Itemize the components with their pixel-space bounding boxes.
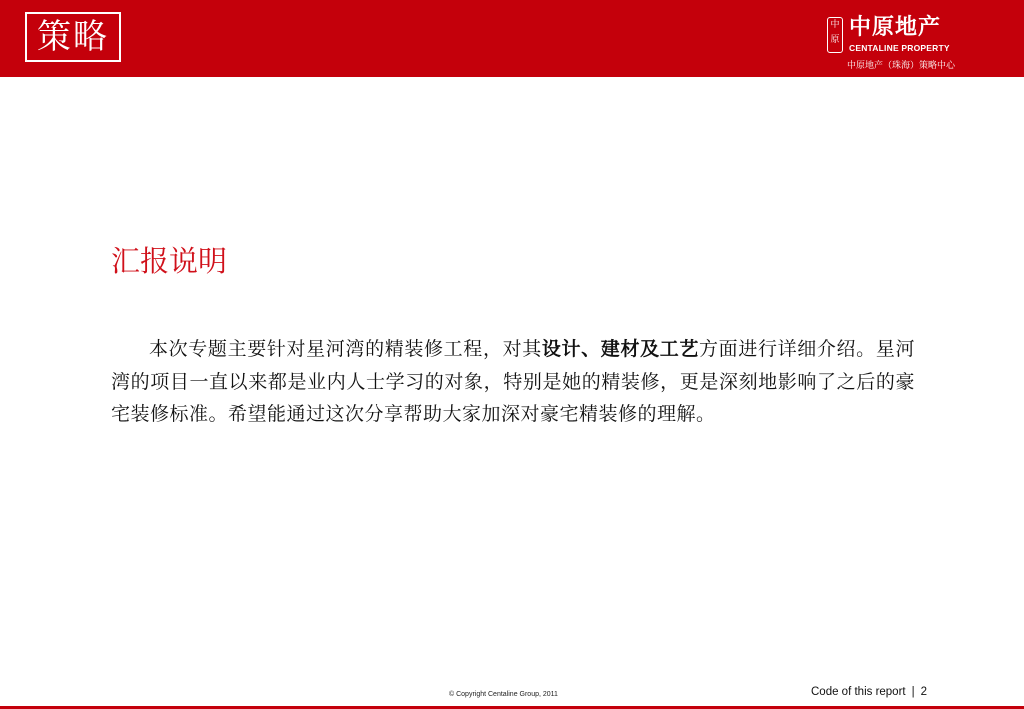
copyright-notice: © Copyright Centaline Group, 2011 xyxy=(449,691,558,698)
header-bar xyxy=(0,0,1024,77)
body-text-part1: 本次专题主要针对星河湾的精装修工程，对其 xyxy=(149,338,542,360)
body-text-emphasis: 设计、建材及工艺 xyxy=(541,338,700,360)
report-code xyxy=(811,686,927,698)
centaline-brand xyxy=(827,14,1017,72)
report-code-label: Code of this report xyxy=(811,686,906,698)
footer-separator: | xyxy=(911,686,915,698)
body-paragraph xyxy=(111,333,915,431)
centaline-emblem-icon: 中原 xyxy=(827,17,843,53)
body-text-part2: 方面进行详细介绍。星河湾的项目一直以来都是业内人士学习的对象，特别是她的精装修，更是深刻地影响了之后的豪宅装修标准。希望能通过这次分享帮助大家加深对豪宅精装修的理解。 xyxy=(111,338,915,425)
page-number: 2 xyxy=(920,686,928,698)
brand-name-cn: 中原地产 xyxy=(849,15,942,40)
page-title: 汇报说明 xyxy=(111,244,228,278)
strategy-seal-logo: 策略 xyxy=(25,12,121,62)
brand-name-en: CENTALINE PROPERTY xyxy=(849,43,950,53)
brand-department: 中原地产（珠海）策略中心 xyxy=(847,61,956,71)
